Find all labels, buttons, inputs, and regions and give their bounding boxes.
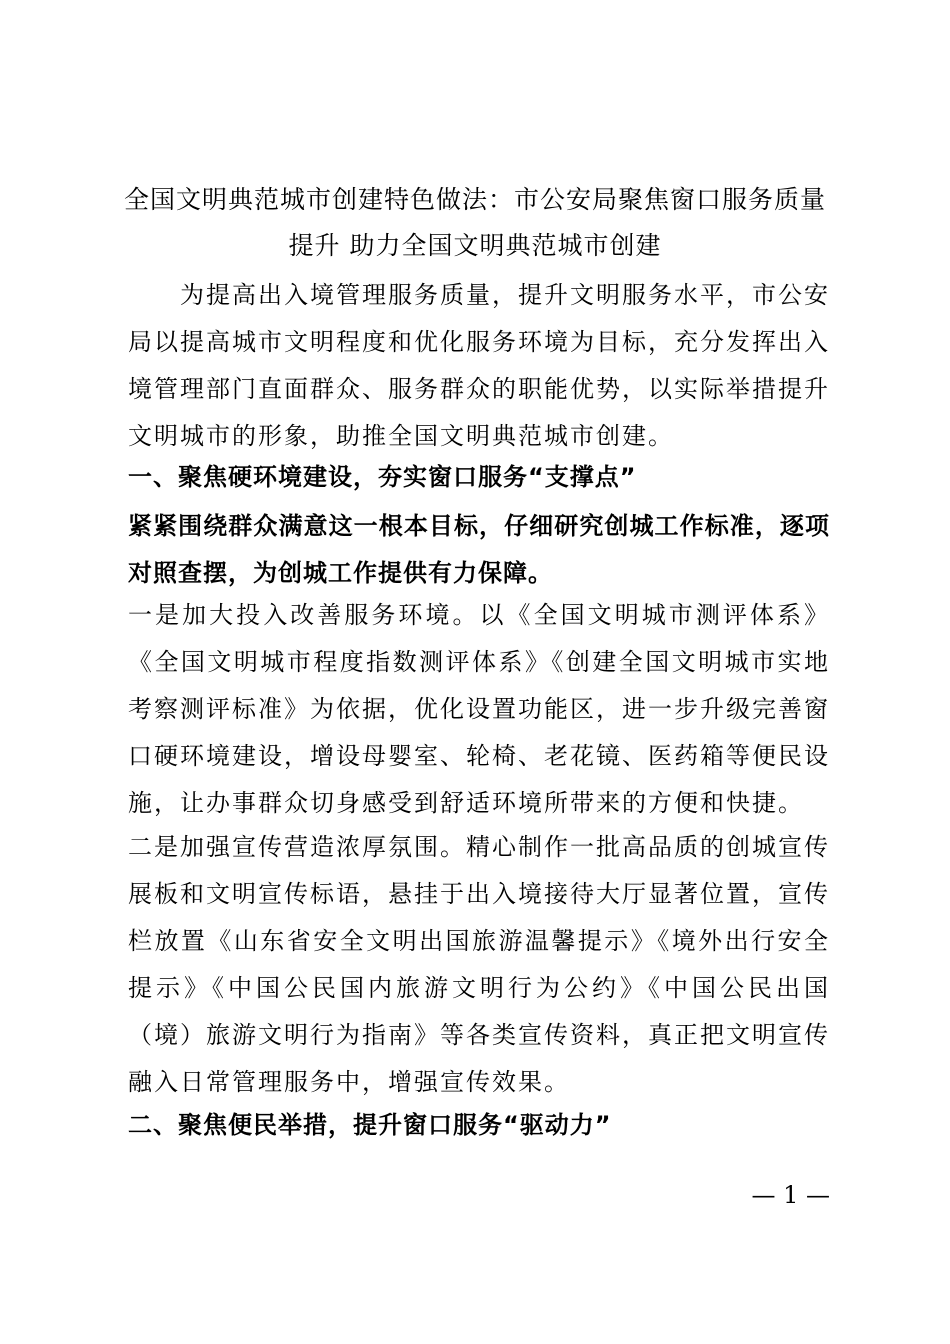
section-2-heading: 二、聚焦便民举措，提升窗口服务“驱动力” (128, 1111, 612, 1139)
paragraph-publicity: 二是加强宣传营造浓厚氛围。精心制作一批高品质的创城宣传展板和文明宣传标语，悬挂于出入境接待大厅显著位置，宣传栏放置《山东省安全文明出国旅游温馨提示》《境外出行安全提示》《中国公民国内旅游文明行为公约》《中国公民出国（境）旅游文明行为指南》等各类宣传资料，真正把文明宣传融入日常管理服务中，增强宣传效果。 (128, 833, 830, 1096)
intro-paragraph: 为提高出入境管理服务质量，提升文明服务水平，市公安局以提高城市文明程度和优化服务环境为目标，充分发挥出入境管理部门直面群众、服务群众的职能优势，以实际举措提升文明城市的形象，助推全国文明典范城市创建。 (128, 281, 830, 450)
paragraph-environment: 一是加大投入改善服务环境。以《全国文明城市测评体系》《全国文明城市程度指数测评体系》《创建全国文明城市实地考察测评标准》为依据，优化设置功能区，进一步升级完善窗口硬环境建设，增设母婴室、轮椅、老花镜、医药箱等便民设施，让办事群众切身感受到舒适环境所带来的方便和快捷。 (128, 601, 830, 817)
document-title-line-1: 全国文明典范城市创建特色做法：市公安局聚焦窗口服务质量 (123, 185, 826, 214)
section-1-heading: 一、聚焦硬环境建设，夯实窗口服务“支撑点” (128, 463, 637, 491)
page-number: — 1 — (751, 1181, 830, 1209)
section-1-lead-paragraph: 紧紧围绕群众满意这一根本目标，仔细研究创城工作标准，逐项对照查摆，为创城工作提供有力保障。 (128, 512, 830, 587)
document-title-line-2: 提升 助力全国文明典范城市创建 (288, 231, 662, 260)
